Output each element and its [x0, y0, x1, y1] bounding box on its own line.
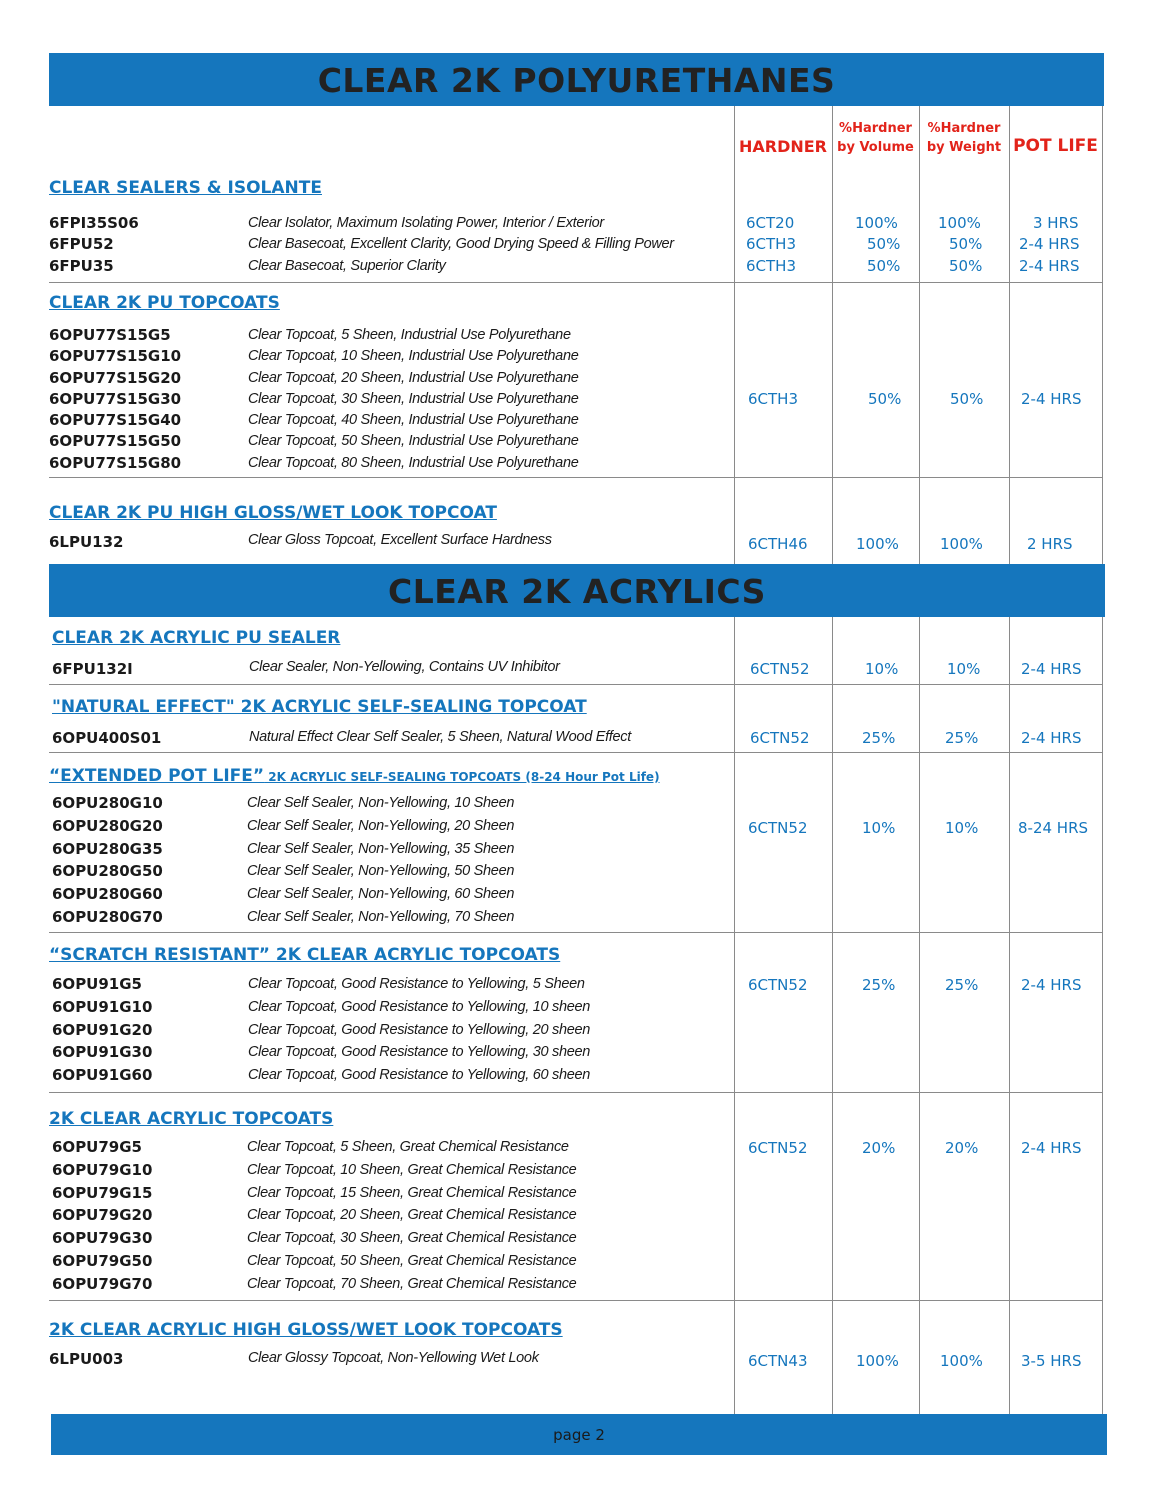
row-divider	[49, 477, 1103, 478]
acrylic-gloss-vol: 100%	[856, 1352, 899, 1370]
banner-acrylics: CLEAR 2K ACRYLICS	[49, 564, 1105, 617]
col-divider	[1009, 617, 1010, 1414]
list-item: 6OPU77S15G80 Clear Topcoat, 80 Sheen, Industrial Use Polyurethane	[49, 453, 579, 472]
section-title-acrylic-gloss: 2K CLEAR ACRYLIC HIGH GLOSS/WET LOOK TOPCOATS	[49, 1320, 563, 1340]
list-item: 6OPU77S15G10 Clear Topcoat, 10 Sheen, Industrial Use Polyurethane	[49, 347, 579, 366]
col-divider	[919, 106, 920, 564]
list-item: 6OPU280G50 Clear Self Sealer, Non-Yellowing, 50 Sheen	[52, 862, 515, 881]
list-item: 6OPU91G60 Clear Topcoat, Good Resistance to Yellowing, 60 sheen	[52, 1066, 590, 1085]
banner-polyurethanes: CLEAR 2K POLYURETHANES	[49, 53, 1104, 106]
pu-gloss-hardner: 6CTH46	[748, 535, 808, 553]
col-divider	[832, 106, 833, 564]
extended-pot: 8-24 HRS	[1018, 819, 1089, 837]
natural-wt: 25%	[945, 729, 979, 747]
acrylic-sealer-desc: Clear Sealer, Non-Yellowing, Contains UV Inhibitor	[249, 659, 560, 675]
col-divider	[734, 617, 735, 1414]
acrylic-sealer-hardner: 6CTN52	[750, 660, 810, 678]
row-divider	[49, 684, 1103, 685]
acrylic-gloss-wt: 100%	[940, 1352, 983, 1370]
natural-vol: 25%	[862, 729, 896, 747]
col-divider	[1009, 106, 1010, 564]
col-divider	[1102, 617, 1103, 1414]
header-pot-life: POT LIFE	[1013, 136, 1098, 156]
header-hardner: HARDNER	[738, 137, 827, 156]
sealers-list	[49, 213, 1109, 277]
list-item: 6OPU77S15G30 Clear Topcoat, 30 Sheen, Industrial Use Polyurethane	[49, 389, 579, 408]
footer-bar	[51, 1414, 1107, 1455]
list-item: 6OPU77S15G50 Clear Topcoat, 50 Sheen, Industrial Use Polyurethane	[49, 432, 579, 451]
acrylic-topcoats-vol: 20%	[862, 1139, 896, 1157]
list-item: 6OPU280G70 Clear Self Sealer, Non-Yellowing, 70 Sheen	[52, 907, 515, 926]
list-item: 6OPU280G10 Clear Self Sealer, Non-Yellowing, 10 Sheen	[52, 794, 515, 812]
col-divider	[919, 617, 920, 1414]
pu-topcoats-hardner: 6CTH3	[748, 390, 799, 408]
header-by-volume: %Hardner by Volume	[837, 121, 914, 155]
page-number: page 2	[553, 1426, 605, 1444]
table-row: 6FPI35S06 Clear Isolator, Maximum Isolating Power, Interior / Exterior 6CT20 100% 100% 3 HRS	[49, 214, 1079, 232]
acrylic-gloss-desc: Clear Glossy Topcoat, Non-Yellowing Wet Look	[248, 1350, 539, 1366]
list-item: 6OPU79G30 Clear Topcoat, 30 Sheen, Great Chemical Resistance	[52, 1229, 577, 1248]
pu-gloss-vol: 100%	[856, 535, 899, 553]
scratch-pot: 2-4 HRS	[1021, 976, 1082, 994]
row-divider	[49, 282, 1103, 283]
acrylic-gloss-hardner: 6CTN43	[748, 1352, 808, 1370]
list-item: 6OPU280G60 Clear Self Sealer, Non-Yellowing, 60 Sheen	[52, 885, 515, 904]
natural-hardner: 6CTN52	[750, 729, 810, 747]
acrylic-gloss-code: 6LPU003	[49, 1350, 124, 1368]
pu-gloss-code: 6LPU132	[49, 533, 124, 551]
acrylic-topcoats-hardner: 6CTN52	[748, 1139, 808, 1157]
scratch-vol: 25%	[862, 976, 896, 994]
section-title-acrylic-topcoats: 2K CLEAR ACRYLIC TOPCOATS	[49, 1109, 334, 1129]
acrylic-topcoats-list	[52, 1136, 732, 1296]
section-title-natural: "NATURAL EFFECT" 2K ACRYLIC SELF-SEALING TOPCOAT	[52, 697, 587, 717]
acrylic-gloss-pot: 3-5 HRS	[1021, 1352, 1082, 1370]
scratch-wt: 25%	[945, 976, 979, 994]
pu-topcoats-wt: 50%	[950, 390, 984, 408]
list-item: 6OPU79G50 Clear Topcoat, 50 Sheen, Great Chemical Resistance	[52, 1251, 577, 1270]
pu-topcoats-list	[49, 325, 729, 474]
extended-vol: 10%	[862, 819, 896, 837]
section-title-pu-topcoats: CLEAR 2K PU TOPCOATS	[49, 293, 280, 313]
pu-gloss-desc: Clear Gloss Topcoat, Excellent Surface Hardness	[248, 532, 552, 548]
acrylic-topcoats-wt: 20%	[945, 1139, 979, 1157]
scratch-hardner: 6CTN52	[748, 976, 808, 994]
list-item: 6OPU79G15 Clear Topcoat, 15 Sheen, Great Chemical Resistance	[52, 1183, 577, 1202]
list-item: 6OPU77S15G5 Clear Topcoat, 5 Sheen, Industrial Use Polyurethane	[49, 326, 571, 344]
pu-gloss-wt: 100%	[940, 535, 983, 553]
pu-topcoats-pot: 2-4 HRS	[1021, 390, 1082, 408]
col-divider	[734, 106, 735, 564]
row-divider	[49, 752, 1103, 753]
header-by-weight: %Hardner by Weight	[926, 121, 1002, 155]
natural-desc: Natural Effect Clear Self Sealer, 5 Sheen, Natural Wood Effect	[249, 729, 631, 745]
list-item: 6OPU79G10 Clear Topcoat, 10 Sheen, Great Chemical Resistance	[52, 1160, 577, 1179]
col-divider	[1102, 106, 1103, 564]
scratch-list	[52, 973, 732, 1087]
section-title-sealers: CLEAR SEALERS & ISOLANTE	[49, 178, 322, 198]
table-row: 6FPU52 Clear Basecoat, Excellent Clarity, Good Drying Speed & Filling Power 6CTH3 50% 50% 2-4 HRS	[49, 235, 1080, 254]
extended-list	[52, 792, 732, 929]
list-item: 6OPU79G5 Clear Topcoat, 5 Sheen, Great Chemical Resistance	[52, 1138, 569, 1156]
row-divider	[49, 932, 1103, 933]
list-item: 6OPU91G5 Clear Topcoat, Good Resistance to Yellowing, 5 Sheen	[52, 975, 585, 993]
list-item: 6OPU91G10 Clear Topcoat, Good Resistance to Yellowing, 10 sheen	[52, 997, 590, 1016]
section-title-extended: “EXTENDED POT LIFE” 2K ACRYLIC SELF-SEALING TOPCOATS (8-24 Hour Pot Life)	[49, 766, 660, 786]
pu-gloss-pot: 2 HRS	[1027, 535, 1073, 553]
section-title-pu-gloss: CLEAR 2K PU HIGH GLOSS/WET LOOK TOPCOAT	[49, 503, 497, 523]
list-item: 6OPU79G70 Clear Topcoat, 70 Sheen, Great Chemical Resistance	[52, 1274, 577, 1293]
natural-code: 6OPU400S01	[52, 729, 162, 747]
list-item: 6OPU91G30 Clear Topcoat, Good Resistance to Yellowing, 30 sheen	[52, 1043, 590, 1062]
natural-pot: 2-4 HRS	[1021, 729, 1082, 747]
row-divider	[49, 1300, 1103, 1301]
row-divider	[49, 1092, 1103, 1093]
acrylic-sealer-code: 6FPU132I	[52, 660, 133, 678]
col-divider	[832, 617, 833, 1414]
extended-wt: 10%	[945, 819, 979, 837]
table-row: 6FPU35 Clear Basecoat, Superior Clarity 6CTH3 50% 50% 2-4 HRS	[49, 256, 1080, 275]
list-item: 6OPU77S15G20 Clear Topcoat, 20 Sheen, Industrial Use Polyurethane	[49, 368, 579, 387]
section-title-acrylic-sealer: CLEAR 2K ACRYLIC PU SEALER	[52, 628, 341, 648]
list-item: 6OPU79G20 Clear Topcoat, 20 Sheen, Great Chemical Resistance	[52, 1206, 577, 1225]
acrylic-sealer-wt: 10%	[947, 660, 981, 678]
acrylic-sealer-pot: 2-4 HRS	[1021, 660, 1082, 678]
section-title-scratch: “SCRATCH RESISTANT” 2K CLEAR ACRYLIC TOPCOATS	[49, 945, 561, 965]
pu-topcoats-vol: 50%	[868, 390, 902, 408]
list-item: 6OPU91G20 Clear Topcoat, Good Resistance to Yellowing, 20 sheen	[52, 1020, 590, 1039]
acrylic-sealer-vol: 10%	[865, 660, 899, 678]
list-item: 6OPU77S15G40 Clear Topcoat, 40 Sheen, Industrial Use Polyurethane	[49, 411, 579, 430]
acrylic-topcoats-pot: 2-4 HRS	[1021, 1139, 1082, 1157]
list-item: 6OPU280G35 Clear Self Sealer, Non-Yellowing, 35 Sheen	[52, 839, 515, 858]
list-item: 6OPU280G20 Clear Self Sealer, Non-Yellowing, 20 Sheen	[52, 816, 515, 835]
extended-hardner: 6CTN52	[748, 819, 808, 837]
